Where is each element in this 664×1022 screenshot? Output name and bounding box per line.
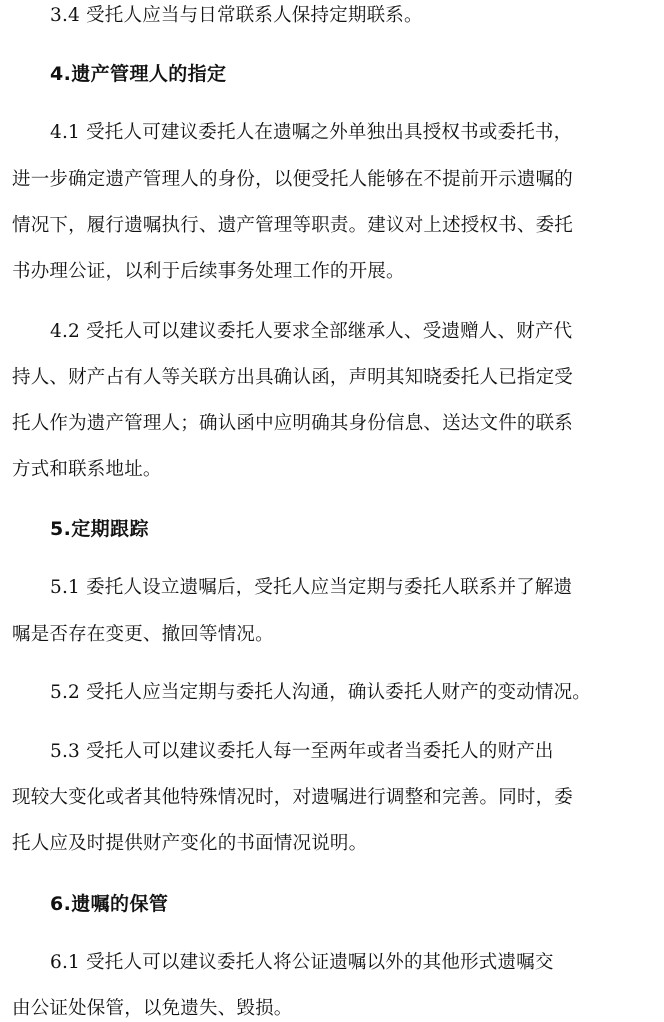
- section-heading-6: 6.遗嘱的保管: [50, 893, 169, 915]
- clause-5-3-line-3: 托人应及时提供财产变化的书面情况说明。: [12, 833, 368, 854]
- clause-4-1-line-4: 书办理公证，以利于后续事务处理工作的开展。: [12, 261, 405, 282]
- clause-5-1-line-2: 嘱是否存在变更、撤回等情况。: [12, 624, 274, 645]
- clause-4-2-line-3: 托人作为遗产管理人；确认函中应明确其身份信息、送达文件的联系: [12, 413, 574, 434]
- clause-5-3-line-2: 现较大变化或者其他特殊情况时，对遗嘱进行调整和完善。同时，委: [12, 787, 574, 808]
- clause-4-2-line-2: 持人、财产占有人等关联方出具确认函，声明其知晓委托人已指定受: [12, 367, 574, 388]
- clause-6-1-line-1: 6.1 受托人可以建议委托人将公证遗嘱以外的其他形式遗嘱交: [50, 952, 554, 973]
- clause-4-2-line-4: 方式和联系地址。: [12, 459, 162, 480]
- clause-3-4: 3.4 受托人应当与日常联系人保持定期联系。: [50, 5, 423, 26]
- clause-5-3-line-1: 5.3 受托人可以建议委托人每一至两年或者当委托人的财产出: [50, 741, 554, 762]
- clause-6-1-line-2: 由公证处保管，以免遗失、毁损。: [12, 998, 293, 1019]
- section-heading-4: 4.遗产管理人的指定: [50, 63, 227, 85]
- clause-4-1-line-2: 进一步确定遗产管理人的身份，以便受托人能够在不提前开示遗嘱的: [12, 169, 574, 190]
- clause-5-1-line-1: 5.1 委托人设立遗嘱后，受托人应当定期与委托人联系并了解遗: [50, 577, 573, 598]
- clause-4-1-line-1: 4.1 受托人可建议委托人在遗嘱之外单独出具授权书或委托书，: [50, 122, 573, 143]
- clause-4-1-line-3: 情况下，履行遗嘱执行、遗产管理等职责。建议对上述授权书、委托: [12, 215, 574, 236]
- clause-4-2-line-1: 4.2 受托人可以建议委托人要求全部继承人、受遗赠人、财产代: [50, 321, 573, 342]
- clause-5-2: 5.2 受托人应当定期与委托人沟通，确认委托人财产的变动情况。: [50, 682, 592, 703]
- section-heading-5: 5.定期跟踪: [50, 518, 149, 540]
